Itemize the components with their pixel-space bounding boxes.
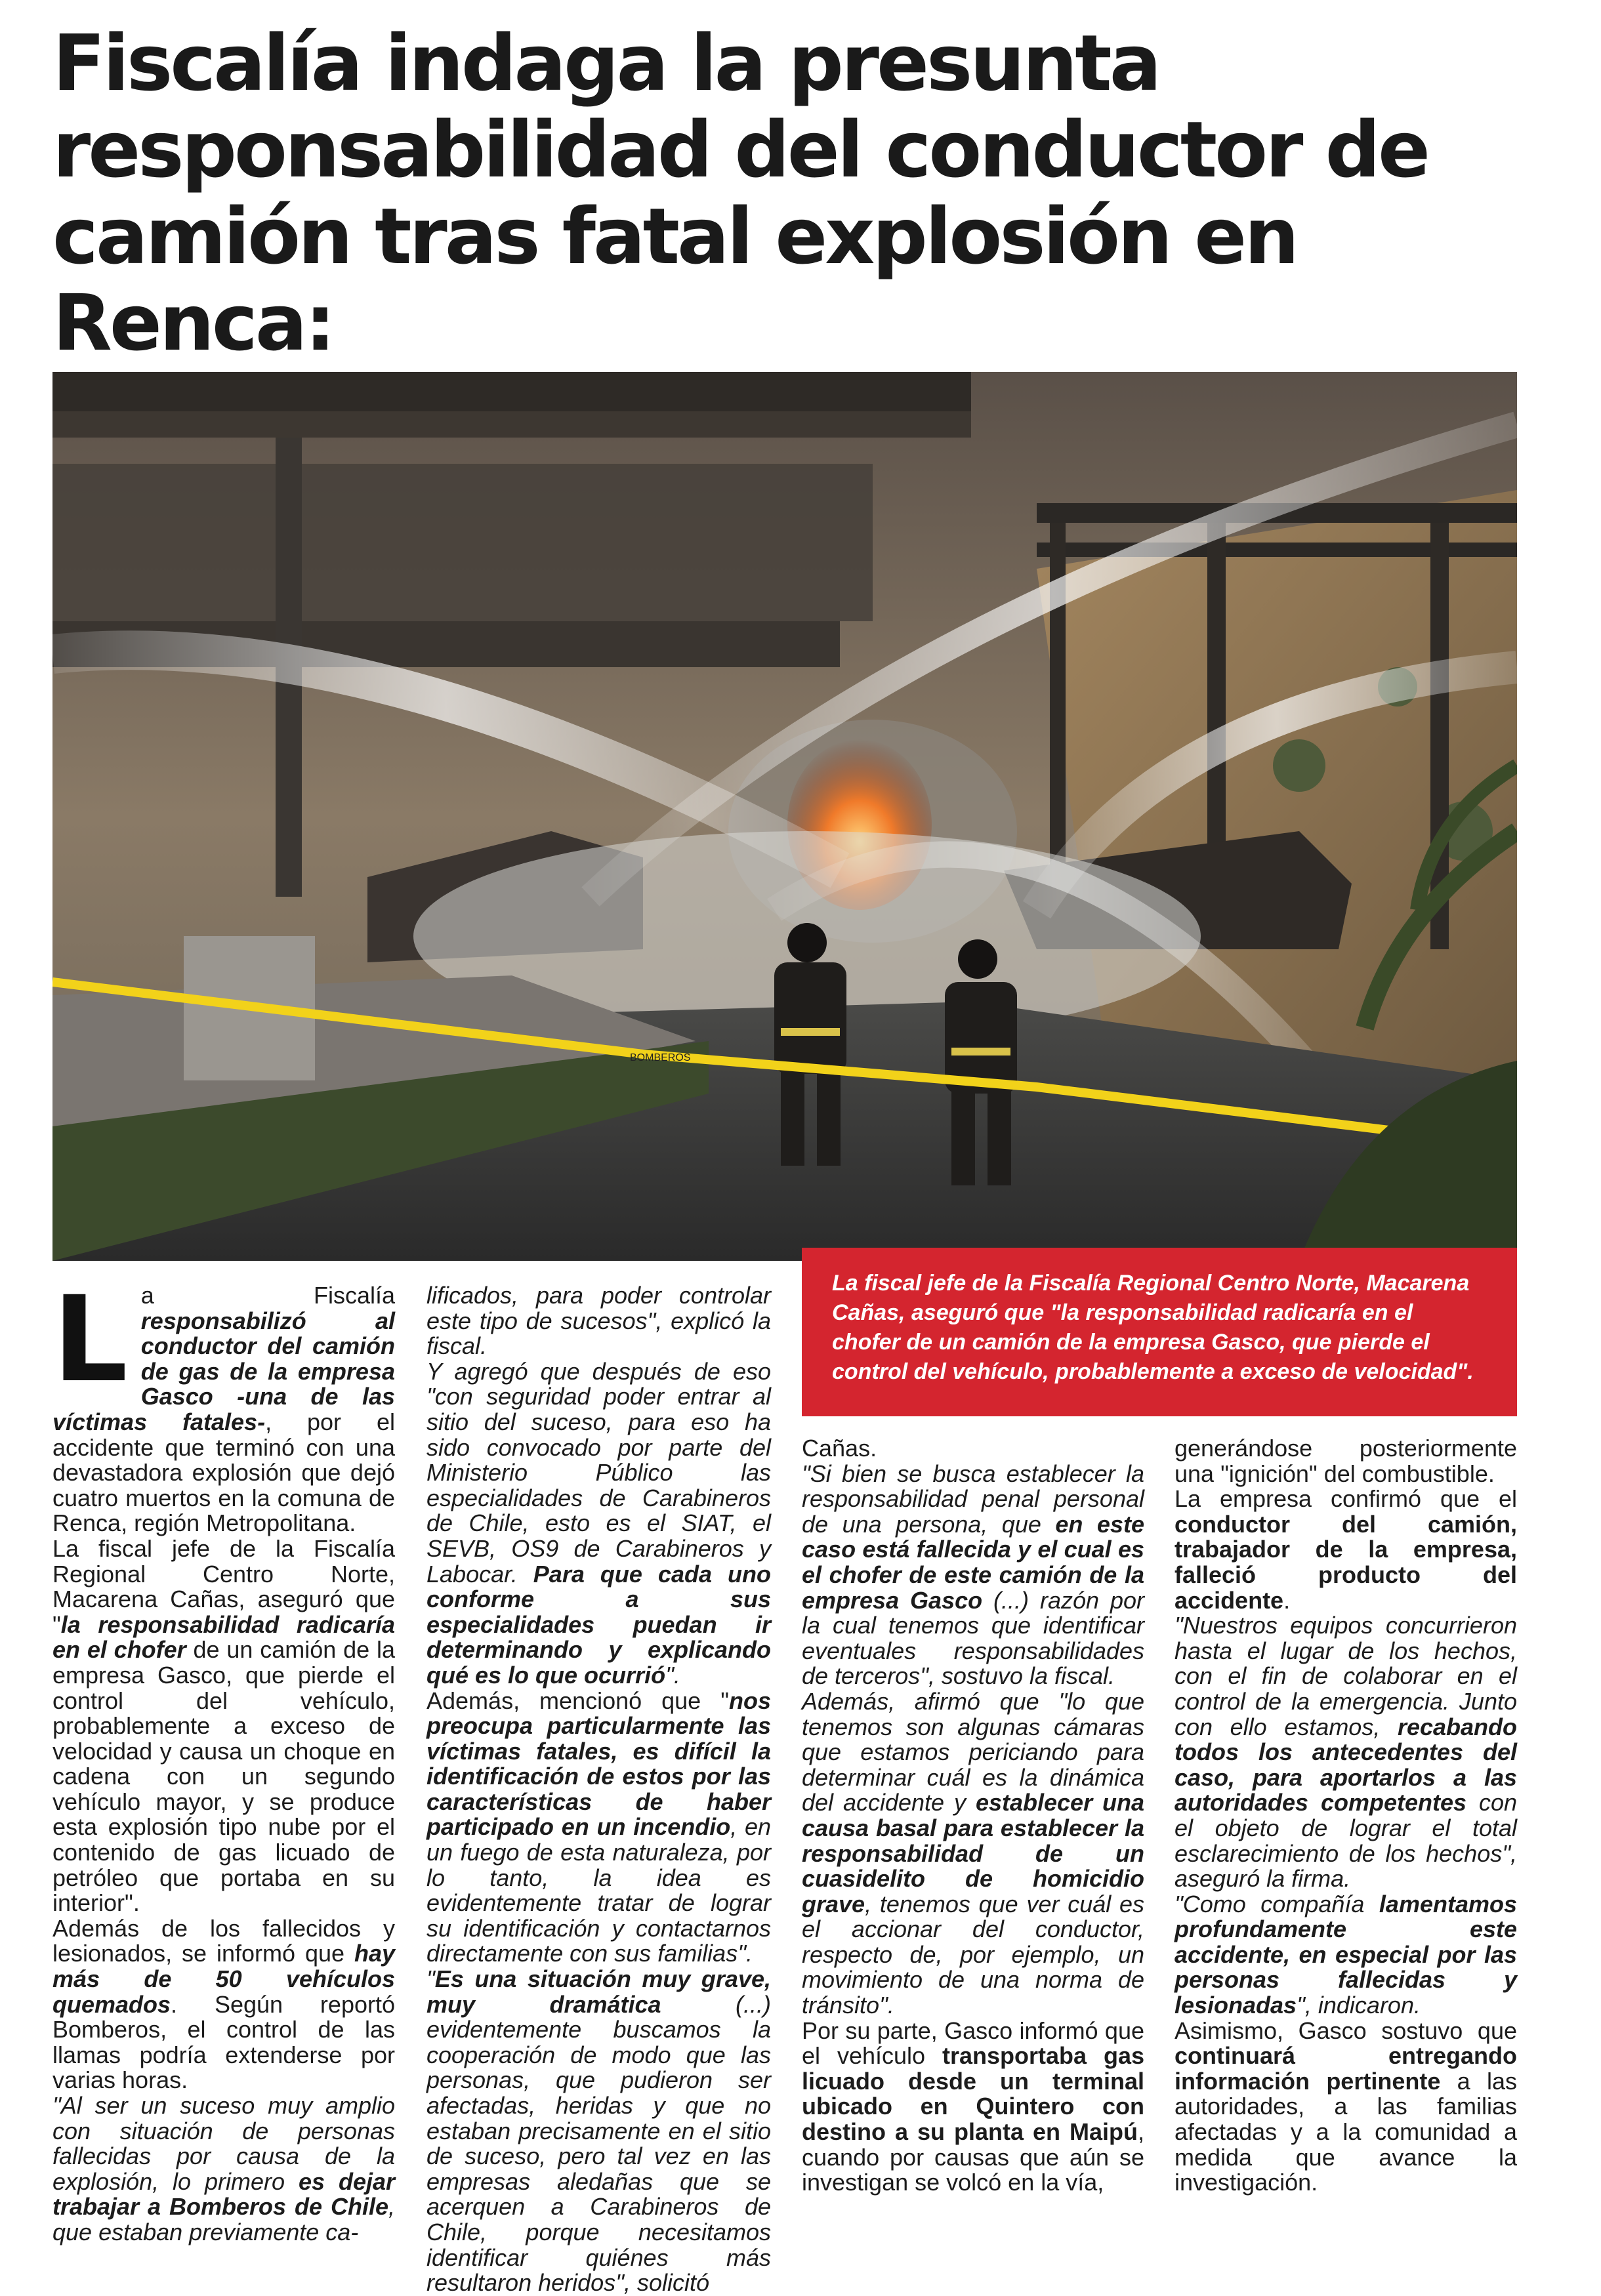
paragraph: [1175, 1613, 1517, 1892]
text-run: "Como compañía: [1175, 1890, 1379, 1917]
text-run: ": [426, 1965, 435, 1993]
text-run: ".: [665, 1661, 680, 1689]
drop-cap: L: [52, 1271, 128, 1408]
text-run: . Según reportó Bomberos, el control de las llamas podría extenderse por varias horas.: [52, 1990, 395, 2094]
emphasis-run: transportaba gas licuado desde un terminal ubicado en Quintero con destino a su planta en Maipú: [802, 2042, 1144, 2146]
shrub: [1273, 739, 1325, 792]
emphasis-run: en este caso está fallecida y el cual es el chofer de este camión de la empresa Gasco: [802, 1510, 1144, 1614]
paragraph: generándose posteriormente una "ignición" del combustible.: [1175, 1435, 1517, 1487]
text-run: a Fiscalía: [140, 1282, 395, 1309]
emphasis-run: establecer una causa basal para establecer la responsabilidad de un cuasidelito de homicidio grave: [802, 1789, 1145, 1917]
gantry-top: [52, 372, 971, 411]
text-run: , cuando por causas que aún se investigan se volcó en la vía,: [802, 2118, 1144, 2196]
emphasis-run: nos preocupa particularmente las víctimas fatales, es difícil la identificación de estos por las características de haber participado en un incendio: [426, 1687, 771, 1841]
news-photo-firefighters: [52, 372, 1517, 1261]
paragraph: [1175, 1892, 1517, 2019]
text-run: .: [1283, 1586, 1291, 1614]
text-run: , tenemos que ver cuál es el accionar del conductor, respecto de, por ejemplo, un movimiento de una norma de tránsito".: [802, 1890, 1144, 2019]
headline-line-2: responsabilidad del conductor de: [52, 104, 1428, 195]
text-run: , por el accidente que terminó con una devastadora explosión que dejó cuatro muertos en la comuna de Renca, región Metropolitana.: [52, 1408, 395, 1537]
paragraph: lificados, para poder controlar este tipo de sucesos", explicó la fiscal.: [426, 1282, 771, 1360]
emphasis-run: responsabilizó al conductor del camión de gas de la empresa Gasco -una de las víctimas fatales-: [52, 1307, 395, 1435]
emphasis-run: lamentamos profundamente este accidente, en especial por las personas fallecidas y lesionadas: [1175, 1890, 1517, 2019]
emphasis-run: conductor del camión, trabajador de la empresa, falleció producto del accidente: [1175, 1510, 1517, 1614]
text-run: "Nuestros equipos concurrieron hasta el lugar de los hechos, con el fin de colaborar en el control de la emergencia. Junto con ello estamos,: [1175, 1612, 1517, 1740]
text-run: ", indicaron.: [1297, 1992, 1421, 2019]
paragraph: [52, 1916, 395, 2093]
paragraph: [426, 1967, 771, 2296]
paragraph: [1175, 1486, 1517, 1613]
emphasis-run: es dejar trabajar a Bomberos de Chile: [52, 2167, 395, 2221]
emphasis-run: Para que cada uno conforme a sus especialidades puedan ir determinando y explicando qué es lo que ocurrió: [426, 1560, 771, 1689]
paragraph: [802, 1462, 1144, 1689]
paragraph: [426, 1359, 771, 1689]
paragraph: [1175, 2019, 1517, 2196]
text-run: "Si bien se busca establecer la responsabilidad penal personal de una persona, que: [802, 1460, 1144, 1538]
text-run: La fiscal jefe de la Fiscalía Regional Centro Norte, Macarena Cañas, aseguró que ": [52, 1534, 395, 1638]
text-run: , que estaban previamente ca-: [52, 2193, 395, 2245]
text-run: de un camión de la empresa Gasco, que pierde el control del vehículo, probablemente a exceso de velocidad y causa un choque en cadena con un segundo vehículo mayor, y se produce esta explosión tipo nube por el contenido de gas licuado de petróleo que portaba en su interior".: [52, 1636, 395, 1917]
text-run: Asimismo, Gasco sostuvo que: [1175, 2017, 1517, 2044]
paragraph: [802, 2019, 1144, 2196]
article-column-4: [1175, 1436, 1517, 2196]
emphasis-run: recabando todos los antecedentes del caso, para aportarlos a las autoridades competentes: [1175, 1713, 1517, 1816]
paragraph: [802, 1689, 1144, 2019]
overpass-wall: [52, 464, 873, 621]
article-column-2: [426, 1283, 771, 2296]
emphasis-run: continuará entregando información pertinente: [1175, 2042, 1517, 2095]
text-run: La empresa confirmó que el: [1175, 1485, 1517, 1513]
text-run: "Al ser un suceso muy amplio con situación de personas fallecidas por causa de la explosión, lo primero: [52, 2092, 395, 2195]
pull-quote-callout: [802, 1248, 1517, 1416]
paragraph: Cañas.: [802, 1435, 877, 1462]
text-run: (...) evidentemente buscamos la cooperación de modo que las personas, que pudieron ser afectadas, heridas y que no estaban precisamente en el sitio de suceso, pero tal vez en las empresas aledañas que se acerquen a Carabineros de Chile, porque necesitamos identificar quiénes más resultaron heridos", solicitó: [426, 1990, 771, 2296]
text-run: , en un fuego de esta naturaleza, por lo tanto, la idea es evidentemente tratar de lograr su identificación y contactarnos directamente con sus familias".: [426, 1813, 771, 1967]
headline-line-1: Fiscalía indaga la presunta: [52, 18, 1159, 108]
text-run: Además de los fallecidos y lesionados, se informó que: [52, 1914, 395, 1967]
article-column-1: [52, 1271, 395, 2245]
text-run: (...) razón por la cual tenemos que identificar eventuales responsabilidades de terceros", sostuvo la fiscal.: [802, 1586, 1145, 1690]
emphasis-run: la responsabilidad radicaría en el chofer: [52, 1610, 395, 1664]
article-column-3: [802, 1436, 1144, 2196]
text-run: Por su parte, Gasco informó que el vehículo: [802, 2017, 1144, 2070]
text-run: Y agregó que después de eso "con seguridad poder entrar al sitio del suceso, para eso ha sido convocado por parte del Ministerio Público las especialidades de Carabineros de Chile, esto es el SIAT, el SEVB, OS9 de Carabineros y Labocar.: [426, 1357, 771, 1588]
pull-quote-text: La fiscal jefe de la Fiscalía Regional Centro Norte, Macarena Cañas, aseguró que "la responsabilidad radicaría en el chofer de un camión de la empresa Gasco, que pierde el control del vehículo, probablemente a exceso de velocidad".: [832, 1271, 1474, 1384]
emphasis-run: Es una situación muy grave, muy dramática: [426, 1965, 771, 2018]
paragraph: [52, 1536, 395, 1916]
caution-tape-text: BOMBEROS: [630, 1052, 691, 1063]
text-run: Además, afirmó que "lo que tenemos son algunas cámaras que estamos periciando para determinar cuál es la dinámica del accidente y: [802, 1687, 1144, 1816]
text-run: con el objeto de lograr el total esclarecimiento de los hechos", aseguró la firma.: [1175, 1789, 1517, 1893]
emphasis-run: hay más de 50 vehículos quemados: [52, 1940, 395, 2018]
text-run: a las autoridades, a las familias afectadas y a la comunidad a medida que avance la investigación.: [1175, 2067, 1517, 2196]
headline-line-3: camión tras fatal explosión en Renca:: [52, 191, 1297, 368]
paragraph: [426, 1689, 771, 1967]
photo-illustration: [52, 372, 1517, 1261]
gantry-beam: [52, 411, 971, 438]
text-run: Además, mencionó que ": [426, 1687, 729, 1714]
